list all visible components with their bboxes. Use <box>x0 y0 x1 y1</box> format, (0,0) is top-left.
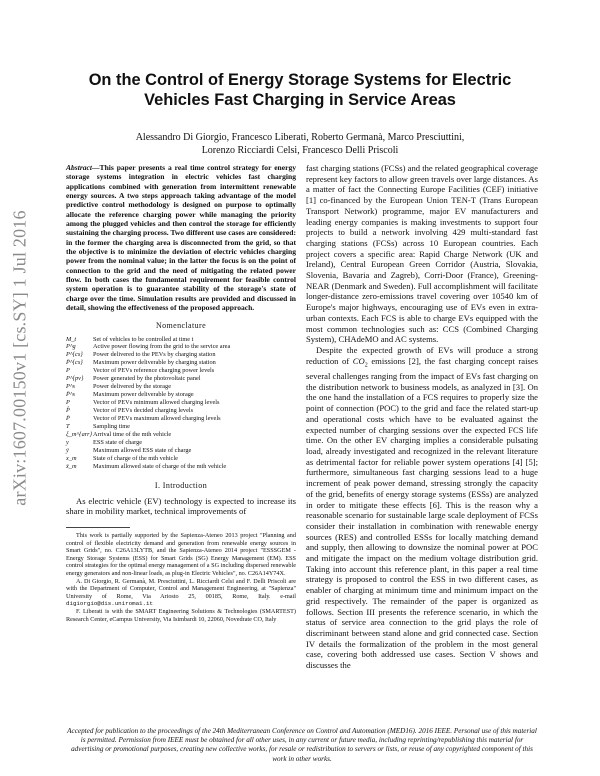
nomenclature-symbol: ȳ <box>66 446 69 454</box>
copyright-notice: Accepted for publication to the proceedings of the 24th Mediterranean Conference on Control and Automation (MED16). 2016 IEEE. Personal use of this material is permitted. Permission from IEEE must be obtained for all other uses, in any current or future media, including reprinting/republishing this material for advertising or promotional purposes, creating new collective works, for resale or redistribution to servers or lists, or reuse of any copyrighted component of this work in other works. <box>67 727 537 763</box>
abstract-text: —This paper presents a real time control strategy for energy storage systems integration in electric vehicles fast charging applications combined with generation from intermittent renewable energy sources. A two steps approach taking advantage of the model predictive control methodology is designed on purpose to optimally allocate the reference charging power while managing the priority among the plugged vehicles and then control the storage for efficiently sustaining the charging process. Two different use cases are considered: in the former the charging area is disconnected from the grid, so that the objective is to minimize the deviation of electric vehicles charging power from the nominal value; in the latter the focus is on the point of connection to the grid and the need of mitigating the related power flow. In both cases the fundamental requirement for feasible control system operation is to guarantee stability of the storage's state of charge over the time. Simulation results are provided and discussed in detail, showing the effectiveness of the proposed approach. <box>66 163 296 313</box>
arxiv-watermark <box>0 148 40 568</box>
para2-rest: emissions [2], the fast charging concept raises several challenges ranging from the impact of EVs fast charging on the distribution network to business models, as analyzed in [3]. On the one hand the installation of a FCS requires to properly size the point of connection (POC) to the grid and face the related start-up and operational costs which have to be evaluated against the expected number of charging sessions over the expected FCS life time. On the other EV charging implies a considerable pulsating load, already investigated and recognized in the relevant literature as detrimental factor for reliable power system operations [4] [5]; furthermore, simultaneous fast charging sessions lead to a huge increment of peak power demand, stressing strongly the capacity of the grid, benefits of energy storage systems (ESSs) are analyzed in order to mitigate these effects [6]. This is the reason why a reasonable scenario for sustainable large scale deployment of FCSs consider their installation in combination with renewable energy sources (RES) and controlled ESSs for locally matching demand and supply, then allowing to downsize the nominal power at POC and mitigate the impact on the medium voltage distribution grid. Taking into account this reference plant, in this paper a real time strategy is proposed to control the ESS in two different cases, as enabler of charging at minimum time and minimum impact on the grid respectively. The remainder of the paper is organized as follows. Section III presents the reference scenario, in which the status of service area connection to the grid plays the role of discriminant between stand alone and grid connected case. Section IV details the formalization of the problem in the most general case, covering both addressed use cases. Section V shows and discusses the <box>306 355 538 671</box>
paper-title: On the Control of Energy Storage Systems for Electric Vehicles Fast Charging in Service Areas <box>88 71 512 109</box>
nomenclature-definition: Maximum power deliverable by charging station <box>93 359 216 367</box>
nomenclature-heading: Nomenclature <box>155 320 207 330</box>
nomenclature-definition: Arrival time of the mth vehicle <box>93 430 172 438</box>
nomenclature-symbol: T <box>66 422 70 430</box>
author-line-1: Alessandro Di Giorgio, Francesco Liberati, Roberto Germanà, Marco Presciuttini, <box>135 132 465 143</box>
nomenclature-item <box>66 455 296 463</box>
nomenclature-symbol: P <box>66 367 70 375</box>
nomenclature-item <box>66 439 296 447</box>
nomenclature-item <box>66 375 296 383</box>
intro-paragraph-1: fast charging stations (FCSs) and the related geographical coverage represent key factors to allow green travels over large distances. As a matter of fact the Connecting Europe Facilities (CEF) initiative [1] co-financed by the European Union TEN-T (Trans European Transport Network) programme, major EV manufacturers and leading energy companies is making investments to support four projects to build a network involving 429 multi-standard fast charging stations (FCSs) across 10 European countries. Each project covers a specific area: Rapid Charge Network (UK and Ireland), Central European Green Corridor (Austria, Slovakia, Slovenia, Bavaria and Zagreb), Corri-Door (France), Greening-NEAR (Denmark and Sweden). Full accomplishment will facilitate longer-distance zero-emissions travel covering over 10540 km of Europe's major highways, encouraging use of EVs even in extra-urban contexts. Each FCS is able to charge EVs equipped with the most common technologies such as: CCS (Combined Charging System), CHAdeMO and AC systems. <box>306 163 538 345</box>
nomenclature-definition: Vector of PEVs decided charging levels <box>93 407 194 415</box>
nomenclature-symbol: x_m <box>66 454 77 462</box>
nomenclature-item <box>66 367 296 375</box>
nomenclature-item <box>66 407 296 415</box>
nomenclature-symbol: ξ_m^{arr} <box>66 430 93 438</box>
arxiv-id: arXiv:1607.00150v1 [cs.SY] 1 Jul 2016 <box>9 210 30 506</box>
nomenclature-symbol: M_t <box>66 335 77 343</box>
nomenclature-definition: Set of vehicles to be controlled at time t <box>93 335 194 343</box>
nomenclature-item <box>66 447 296 455</box>
nomenclature-definition: Power delivered by the storage <box>93 383 171 391</box>
nomenclature-item <box>66 415 296 423</box>
nomenclature-symbol: P̄^{cs} <box>66 359 83 367</box>
nomenclature-item <box>66 399 296 407</box>
nomenclature-definition: Maximum allowed state of charge of the mth vehicle <box>93 462 227 470</box>
abstract <box>66 163 296 313</box>
nomenclature-symbol: P^{cs} <box>66 351 83 359</box>
nomenclature-symbol: P̂ <box>66 407 70 415</box>
footnote-affiliation-2: F. Liberati is with the SMART Engineering Solutions & Technologies (SMARTEST) Research Center, eCampus University, Via Isimbardi 10, 22060, Novedrate CO, Italy <box>66 608 296 623</box>
author-list <box>70 131 530 157</box>
nomenclature-definition: State of charge of the mth vehicle <box>93 454 178 462</box>
co2-subscript: 2 <box>364 362 368 369</box>
footnote-rule <box>66 527 130 528</box>
nomenclature-definition: Vector of PEVs minimum allowed charging levels <box>93 399 220 407</box>
nomenclature-item <box>66 423 296 431</box>
nomenclature-item <box>66 351 296 359</box>
nomenclature-item <box>66 336 296 344</box>
introduction-heading: I. Introduction <box>154 480 208 490</box>
nomenclature-item <box>66 391 296 399</box>
nomenclature-symbol: P <box>66 399 70 407</box>
nomenclature-definition: Power delivered to the PEVs by charging station <box>93 351 216 359</box>
nomenclature-definition: Power generated by the photovoltaic panel <box>93 375 201 383</box>
nomenclature-definition: Vector of PEVs maximum allowed charging levels <box>93 415 221 423</box>
left-column <box>66 163 296 623</box>
nomenclature-list <box>66 336 296 471</box>
nomenclature-item <box>66 463 296 471</box>
right-column <box>306 163 538 671</box>
footnote-funding: This work is partially supported by the Sapienza-Ateneo 2013 project "Planning and control of flexible electricity demand and generation from renewable energy sources in Smart Grids", no. C26A13LYTB, and the Sapienza-Ateneo 2014 project "ESSSGEM - Energy Storage Systems (ESS) for Smart Grids (SG) Energy Management (EM). ESS control strategies for the optimal energy management of a SG including dispersed renewable energy generators and non-linear loads, as plug-in Electric Vehicles", no. C26A14Y74X. <box>66 532 296 578</box>
email-address: digiorgio@dis.uniroma1.it <box>66 600 153 608</box>
para2-start: Despite the expected growth of EVs will produce a strong reduction of <box>306 344 538 366</box>
nomenclature-item <box>66 343 296 351</box>
affiliation-1-text: A. Di Giorgio, R. Germanà, M. Presciuttini, L. Ricciardi Celsi and F. Delli Priscoli are with the Department of Computer, Control and Management Engineering, at "Sapienza" University of Rome, Via Ariosto 25, 00185, Rome, Italy. e-mail <box>66 577 296 600</box>
intro-paragraph-2 <box>306 345 538 671</box>
nomenclature-symbol: P^g <box>66 343 76 351</box>
nomenclature-item <box>66 383 296 391</box>
nomenclature-symbol: P^s <box>66 383 75 391</box>
nomenclature-symbol: P^{pv} <box>66 375 84 383</box>
nomenclature-definition: Active power flowing from the grid to the service area <box>93 343 231 351</box>
nomenclature-definition: Maximum allowed ESS state of charge <box>93 446 192 454</box>
nomenclature-definition: Maximum power deliverable by storage <box>93 391 194 399</box>
abstract-lead: Abstract <box>66 163 92 172</box>
nomenclature-definition: Sampling time <box>93 422 130 430</box>
nomenclature-symbol: y <box>66 438 69 446</box>
footnote-affiliation-1 <box>66 578 296 608</box>
nomenclature-symbol: P̄ <box>66 415 70 423</box>
introduction-paragraph: As electric vehicle (EV) technology is expected to increase its share in mobility market, technical improvements of <box>66 495 296 517</box>
co2-symbol: CO <box>352 355 365 366</box>
author-line-2: Lorenzo Ricciardi Celsi, Francesco Delli Priscoli <box>201 145 399 156</box>
nomenclature-definition: ESS state of charge <box>93 438 143 446</box>
nomenclature-item <box>66 359 296 367</box>
nomenclature-symbol: P̄^s <box>66 391 75 399</box>
nomenclature-symbol: x̄_m <box>66 462 77 470</box>
nomenclature-item <box>66 431 296 439</box>
nomenclature-definition: Vector of PEVs reference charging power levels <box>93 367 215 375</box>
